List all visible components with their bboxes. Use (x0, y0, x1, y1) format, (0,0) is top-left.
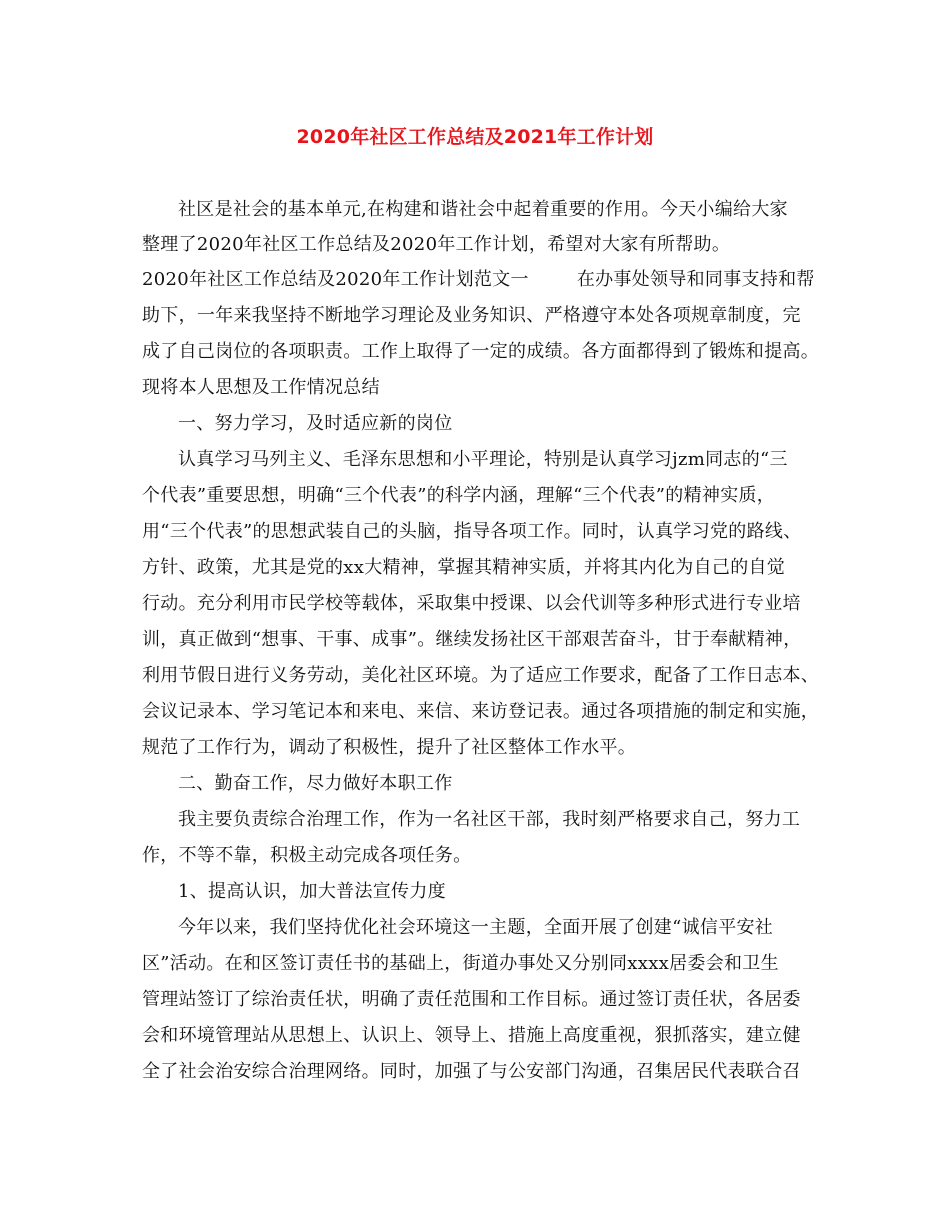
text-line: 训，真正做到“想事、干事、成事”。继续发扬社区干部艰苦奋斗，甘于奉献精神， (142, 629, 802, 650)
text-line: 助下，一年来我坚持不断地学习理论及业务知识、严格遵守本处各项规章制度，完 (142, 305, 801, 326)
text-line: 成了自己岗位的各项职责。工作上取得了一定的成绩。各方面都得到了锻炼和提高。 (142, 341, 820, 362)
text-line: 今年以来，我们坚持优化社会环境这一主题，全面开展了创建“诚信平安社 (178, 917, 774, 938)
text-line: 会议记录本、学习笔记本和来电、来信、来访登记表。通过各项措施的制定和实施， (142, 701, 820, 722)
text-line: 整理了2020年社区工作总结及2020年工作计划，希望对大家有所帮助。 (142, 234, 731, 255)
text-line: 个代表”重要思想，明确“三个代表”的科学内涵，理解“三个代表”的精神实质， (142, 485, 776, 506)
text-line: 我主要负责综合治理工作，作为一名社区干部，我时刻严格要求自己，努力工 (178, 809, 801, 830)
text-line: 社区是社会的基本单元,在构建和谐社会中起着重要的作用。今天小编给大家 (178, 199, 788, 220)
section-heading: 1、提高认识，加大普法宣传力度 (178, 881, 446, 902)
section-heading: 2020年社区工作总结及2020年工作计划范文一 (142, 269, 529, 290)
text-line: 现将本人思想及工作情况总结 (142, 377, 380, 398)
document-title: 2020年社区工作总结及2021年工作计划 (296, 126, 654, 148)
section-heading: 一、努力学习，及时适应新的岗位 (178, 413, 453, 434)
text-line: 行动。充分利用市民学校等载体，采取集中授课、以会代训等多种形式进行专业培 (142, 593, 801, 614)
text-line: 区”活动。在和区签订责任书的基础上，街道办事处又分别同xxxx居委会和卫生 (142, 953, 779, 974)
text-line: 规范了工作行为，调动了积极性，提升了社区整体工作水平。 (142, 737, 637, 758)
text-line: 用“三个代表”的思想武装自己的头脑，指导各项工作。同时，认真学习党的路线、 (142, 521, 802, 542)
text-line: 方针、政策，尤其是党的xx大精神，掌握其精神实质，并将其内化为自己的自觉 (142, 557, 786, 578)
text-line: 认真学习马列主义、毛泽东思想和小平理论，特别是认真学习jzm同志的“三 (178, 449, 788, 470)
text-line: 管理站签订了综治责任状，明确了责任范围和工作目标。通过签订责任状，各居委 (142, 989, 801, 1010)
text-line: 利用节假日进行义务劳动，美化社区环境。为了适应工作要求，配备了工作日志本、 (142, 665, 820, 686)
text-line: 会和环境管理站从思想上、认识上、领导上、措施上高度重视，狠抓落实，建立健 (142, 1025, 801, 1046)
section-heading: 二、勤奋工作，尽力做好本职工作 (178, 773, 453, 794)
text-line: 2020年社区工作总结及2020年工作计划范文一 在办事处领导和同事支持和帮 (142, 269, 815, 290)
text-line: 作，不等不靠，积极主动完成各项任务。 (142, 845, 472, 866)
text-line: 全了社会治安综合治理网络。同时，加强了与公安部门沟通，召集居民代表联合召 (142, 1061, 801, 1082)
